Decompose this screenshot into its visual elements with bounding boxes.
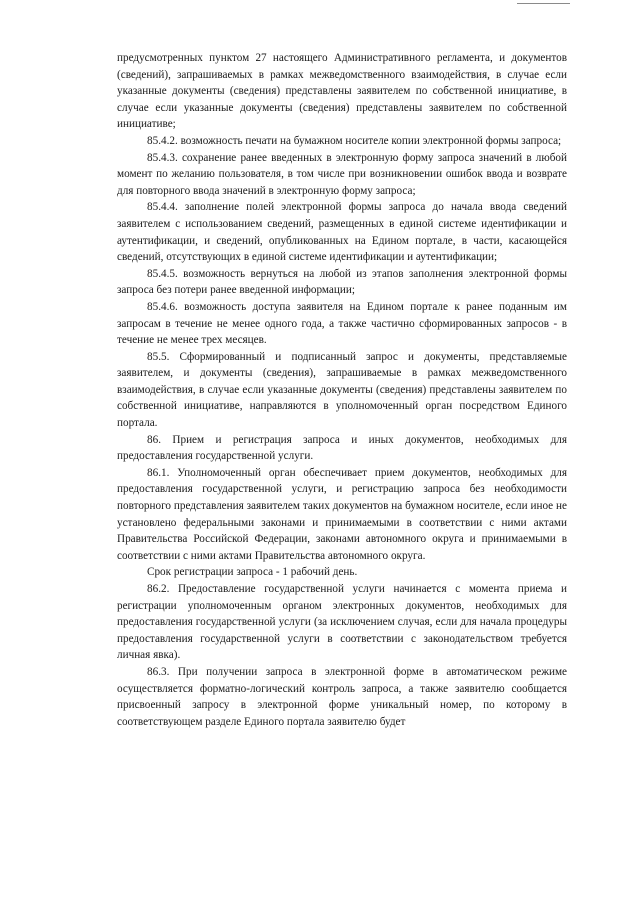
paragraph-85-5: 85.5. Сформированный и подписанный запрос и документы, представляемые заявителем, и документы (сведения), запрашиваемые в рамках межведомственного взаимодействия, в случае если указанные документы (сведения) представлены заявителем по собственной инициативе, направляются в уполномоченный орган посредством Единого портала. xyxy=(117,350,567,430)
paragraph-continuation: предусмотренных пунктом 27 настоящего Административного регламента, и документов (сведений), запрашиваемых в рамках межведомственного взаимодействия, в случае если указанные документы (сведения) представлены заявителем по собственной инициативе, в случае если указанные документы (сведения) представлены заявителем по собственной инициативе; xyxy=(117,52,567,131)
paragraph-86-1: 86.1. Уполномоченный орган обеспечивает прием документов, необходимых для предоставления государственной услуги, и регистрацию запроса без необходимости повторного представления заявителем таких документов на бумажном носителе, если иное не установлено федеральными законами и принимаемыми в соответствии с ними актами Правительства Российской Федерации, законами автономного округа и принимаемыми в соответствии с ними актами Правительства автономного округа. xyxy=(117,466,567,562)
paragraph-85-4-4: 85.4.4. заполнение полей электронной формы запроса до начала ввода сведений заявителем с использованием сведений, размещенных в единой системе идентификации и аутентификации, и сведений, опубликованных на Едином портале, в части, касающейся сведений, отсутствующих в единой системе идентификации и аутентификации; xyxy=(117,201,567,264)
paragraph-86-3: 86.3. При получении запроса в электронной форме в автоматическом режиме осуществляется форматно-логический контроль запроса, а также заявителю сообщается присвоенный запросу в электронной форме уникальный номер, по которому в соответствующем разделе Единого портала заявителю будет xyxy=(117,665,567,728)
paragraph-86-2: 86.2. Предоставление государственной услуги начинается с момента приема и регистрации уполномоченным органом электронных документов, необходимых для предоставления государственной услуги (за исключением случая, если для начала процедуры предоставления государственной услуги в соответствии с законодательством требуется личная явка). xyxy=(117,583,567,662)
document-body xyxy=(117,50,567,730)
paragraph-85-4-6: 85.4.6. возможность доступа заявителя на Едином портале к ранее поданным им запросам в течение не менее одного года, а также частично сформированных запросов - в течение не менее трех месяцев. xyxy=(117,300,567,347)
paragraph-85-4-5: 85.4.5. возможность вернуться на любой из этапов заполнения электронной формы запроса без потери ранее введенной информации; xyxy=(117,267,567,297)
paragraph-86: 86. Прием и регистрация запроса и иных документов, необходимых для предоставления государственной услуги. xyxy=(117,433,567,463)
paragraph-85-4-2: 85.4.2. возможность печати на бумажном носителе копии электронной формы запроса; xyxy=(147,134,562,147)
page-edge-line xyxy=(517,3,570,4)
paragraph-85-4-3: 85.4.3. сохранение ранее введенных в электронную форму запроса значений в любой момент по желанию пользователя, в том числе при возникновении ошибок ввода и возврате для повторного ввода значений в электронную форму запроса; xyxy=(117,151,567,197)
paragraph-registration-term: Срок регистрации запроса - 1 рабочий день. xyxy=(147,566,358,579)
